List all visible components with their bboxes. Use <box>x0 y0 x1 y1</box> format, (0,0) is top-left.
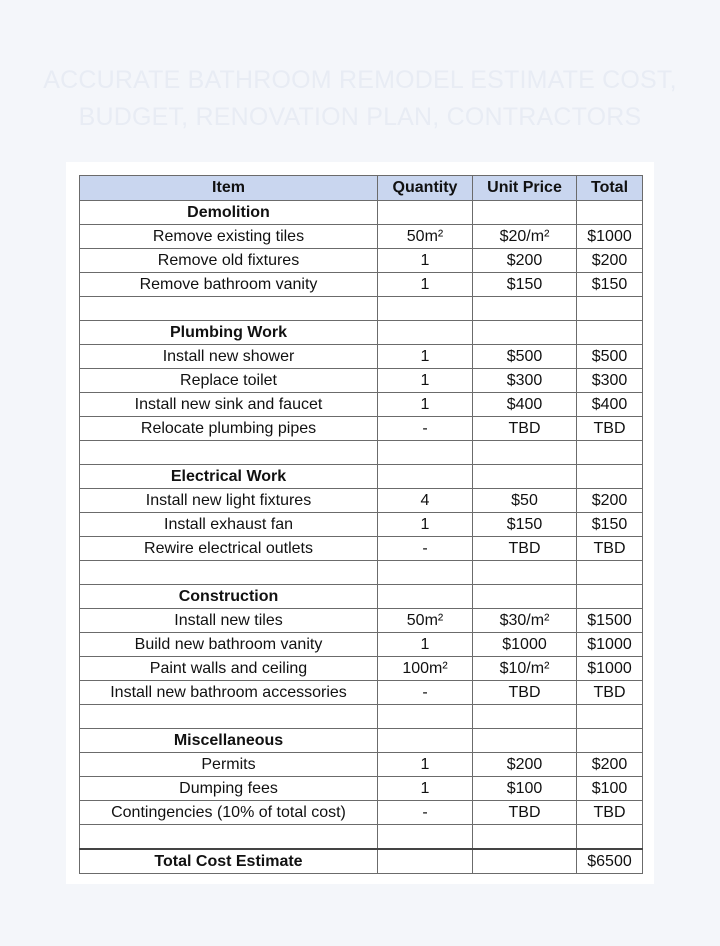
total-cell: TBD <box>577 417 643 441</box>
header-total: Total <box>577 176 643 201</box>
item-cell: Install new tiles <box>80 609 378 633</box>
unit-price-cell: $400 <box>473 393 577 417</box>
table-row <box>80 249 643 273</box>
unit-price-cell: $150 <box>473 513 577 537</box>
quantity-cell: 1 <box>378 633 473 657</box>
empty-cell-total <box>577 441 643 465</box>
unit-price-cell: $200 <box>473 753 577 777</box>
total-cell: $300 <box>577 369 643 393</box>
item-cell: Contingencies (10% of total cost) <box>80 801 378 825</box>
empty-cell-quantity <box>378 729 473 753</box>
table-row <box>80 273 643 297</box>
unit-price-cell: $50 <box>473 489 577 513</box>
item-cell: Build new bathroom vanity <box>80 633 378 657</box>
item-cell: Install new shower <box>80 345 378 369</box>
section-row <box>80 585 643 609</box>
section-row <box>80 729 643 753</box>
unit-price-cell: $500 <box>473 345 577 369</box>
unit-price-cell: TBD <box>473 537 577 561</box>
table-row <box>80 417 643 441</box>
quantity-cell: - <box>378 801 473 825</box>
empty-cell-unit-price <box>473 441 577 465</box>
empty-cell-quantity <box>378 825 473 850</box>
empty-cell-quantity <box>378 441 473 465</box>
table-row <box>80 633 643 657</box>
table-row <box>80 657 643 681</box>
section-name: Demolition <box>80 201 378 225</box>
empty-cell-unit-price <box>473 465 577 489</box>
item-cell: Remove bathroom vanity <box>80 273 378 297</box>
empty-cell-quantity <box>378 297 473 321</box>
quantity-cell: 1 <box>378 393 473 417</box>
total-cell: $400 <box>577 393 643 417</box>
quantity-cell: 50m² <box>378 609 473 633</box>
total-label: Total Cost Estimate <box>80 849 378 874</box>
total-cell: $1000 <box>577 225 643 249</box>
header-quantity: Quantity <box>378 176 473 201</box>
unit-price-cell: $100 <box>473 777 577 801</box>
unit-price-cell: $30/m² <box>473 609 577 633</box>
empty-cell-unit-price <box>473 585 577 609</box>
empty-cell-item <box>80 561 378 585</box>
total-cell: $150 <box>577 273 643 297</box>
table-row <box>80 345 643 369</box>
item-cell: Paint walls and ceiling <box>80 657 378 681</box>
total-cell: $500 <box>577 345 643 369</box>
unit-price-cell: TBD <box>473 801 577 825</box>
empty-cell-unit-price <box>473 729 577 753</box>
quantity-cell: 4 <box>378 489 473 513</box>
section-row <box>80 465 643 489</box>
section-name: Construction <box>80 585 378 609</box>
empty-cell-item <box>80 705 378 729</box>
empty-cell-item <box>80 825 378 850</box>
item-cell: Permits <box>80 753 378 777</box>
total-cell: $100 <box>577 777 643 801</box>
empty-cell-quantity <box>378 465 473 489</box>
total-unit-price-cell <box>473 849 577 874</box>
header-unit-price: Unit Price <box>473 176 577 201</box>
empty-cell-unit-price <box>473 561 577 585</box>
empty-cell-quantity <box>378 705 473 729</box>
total-cell: $1000 <box>577 657 643 681</box>
unit-price-cell: $10/m² <box>473 657 577 681</box>
section-name: Electrical Work <box>80 465 378 489</box>
item-cell: Rewire electrical outlets <box>80 537 378 561</box>
unit-price-cell: $1000 <box>473 633 577 657</box>
quantity-cell: 1 <box>378 249 473 273</box>
item-cell: Install new light fixtures <box>80 489 378 513</box>
quantity-cell: 1 <box>378 753 473 777</box>
empty-cell-total <box>577 729 643 753</box>
empty-cell-unit-price <box>473 705 577 729</box>
empty-cell-unit-price <box>473 297 577 321</box>
total-row <box>80 849 643 874</box>
empty-cell-total <box>577 825 643 850</box>
unit-price-cell: $20/m² <box>473 225 577 249</box>
item-cell: Install new bathroom accessories <box>80 681 378 705</box>
total-cell: TBD <box>577 681 643 705</box>
item-cell: Install new sink and faucet <box>80 393 378 417</box>
empty-cell-total <box>577 201 643 225</box>
spacer-row <box>80 297 643 321</box>
quantity-cell: - <box>378 417 473 441</box>
empty-cell-total <box>577 465 643 489</box>
quantity-cell: 1 <box>378 273 473 297</box>
spacer-row <box>80 705 643 729</box>
quantity-cell: 100m² <box>378 657 473 681</box>
table-row <box>80 393 643 417</box>
total-value: $6500 <box>577 849 643 874</box>
quantity-cell: 1 <box>378 777 473 801</box>
total-cell: $200 <box>577 249 643 273</box>
table-row <box>80 225 643 249</box>
quantity-cell: 50m² <box>378 225 473 249</box>
table-header-row <box>80 176 643 201</box>
item-cell: Replace toilet <box>80 369 378 393</box>
total-cell: $1500 <box>577 609 643 633</box>
unit-price-cell: $300 <box>473 369 577 393</box>
spacer-row <box>80 825 643 850</box>
empty-cell-total <box>577 321 643 345</box>
total-cell: TBD <box>577 537 643 561</box>
section-row <box>80 321 643 345</box>
total-cell: TBD <box>577 801 643 825</box>
table-row <box>80 681 643 705</box>
empty-cell-total <box>577 561 643 585</box>
table-row <box>80 369 643 393</box>
empty-cell-unit-price <box>473 201 577 225</box>
empty-cell-quantity <box>378 585 473 609</box>
estimate-body <box>80 201 643 874</box>
empty-cell-total <box>577 585 643 609</box>
unit-price-cell: TBD <box>473 417 577 441</box>
quantity-cell: - <box>378 681 473 705</box>
empty-cell-unit-price <box>473 825 577 850</box>
table-row <box>80 777 643 801</box>
total-cell: $200 <box>577 489 643 513</box>
total-cell: $200 <box>577 753 643 777</box>
empty-cell-unit-price <box>473 321 577 345</box>
spacer-row <box>80 441 643 465</box>
section-name: Plumbing Work <box>80 321 378 345</box>
section-row <box>80 201 643 225</box>
item-cell: Remove old fixtures <box>80 249 378 273</box>
unit-price-cell: $150 <box>473 273 577 297</box>
total-quantity-cell <box>378 849 473 874</box>
item-cell: Install exhaust fan <box>80 513 378 537</box>
table-row <box>80 489 643 513</box>
table-row <box>80 609 643 633</box>
quantity-cell: 1 <box>378 345 473 369</box>
empty-cell-total <box>577 705 643 729</box>
section-name: Miscellaneous <box>80 729 378 753</box>
unit-price-cell: TBD <box>473 681 577 705</box>
empty-cell-quantity <box>378 561 473 585</box>
empty-cell-total <box>577 297 643 321</box>
quantity-cell: 1 <box>378 369 473 393</box>
item-cell: Remove existing tiles <box>80 225 378 249</box>
table-row <box>80 513 643 537</box>
header-item: Item <box>80 176 378 201</box>
table-row <box>80 801 643 825</box>
empty-cell-item <box>80 441 378 465</box>
estimate-table <box>79 175 643 874</box>
spacer-row <box>80 561 643 585</box>
item-cell: Dumping fees <box>80 777 378 801</box>
quantity-cell: - <box>378 537 473 561</box>
empty-cell-quantity <box>378 201 473 225</box>
table-row <box>80 537 643 561</box>
total-cell: $150 <box>577 513 643 537</box>
item-cell: Relocate plumbing pipes <box>80 417 378 441</box>
total-cell: $1000 <box>577 633 643 657</box>
empty-cell-item <box>80 297 378 321</box>
unit-price-cell: $200 <box>473 249 577 273</box>
page-title: ACCURATE BATHROOM REMODEL ESTIMATE COST, BUDGET, RENOVATION PLAN, CONTRACTORS <box>43 66 677 131</box>
table-row <box>80 753 643 777</box>
quantity-cell: 1 <box>378 513 473 537</box>
empty-cell-quantity <box>378 321 473 345</box>
